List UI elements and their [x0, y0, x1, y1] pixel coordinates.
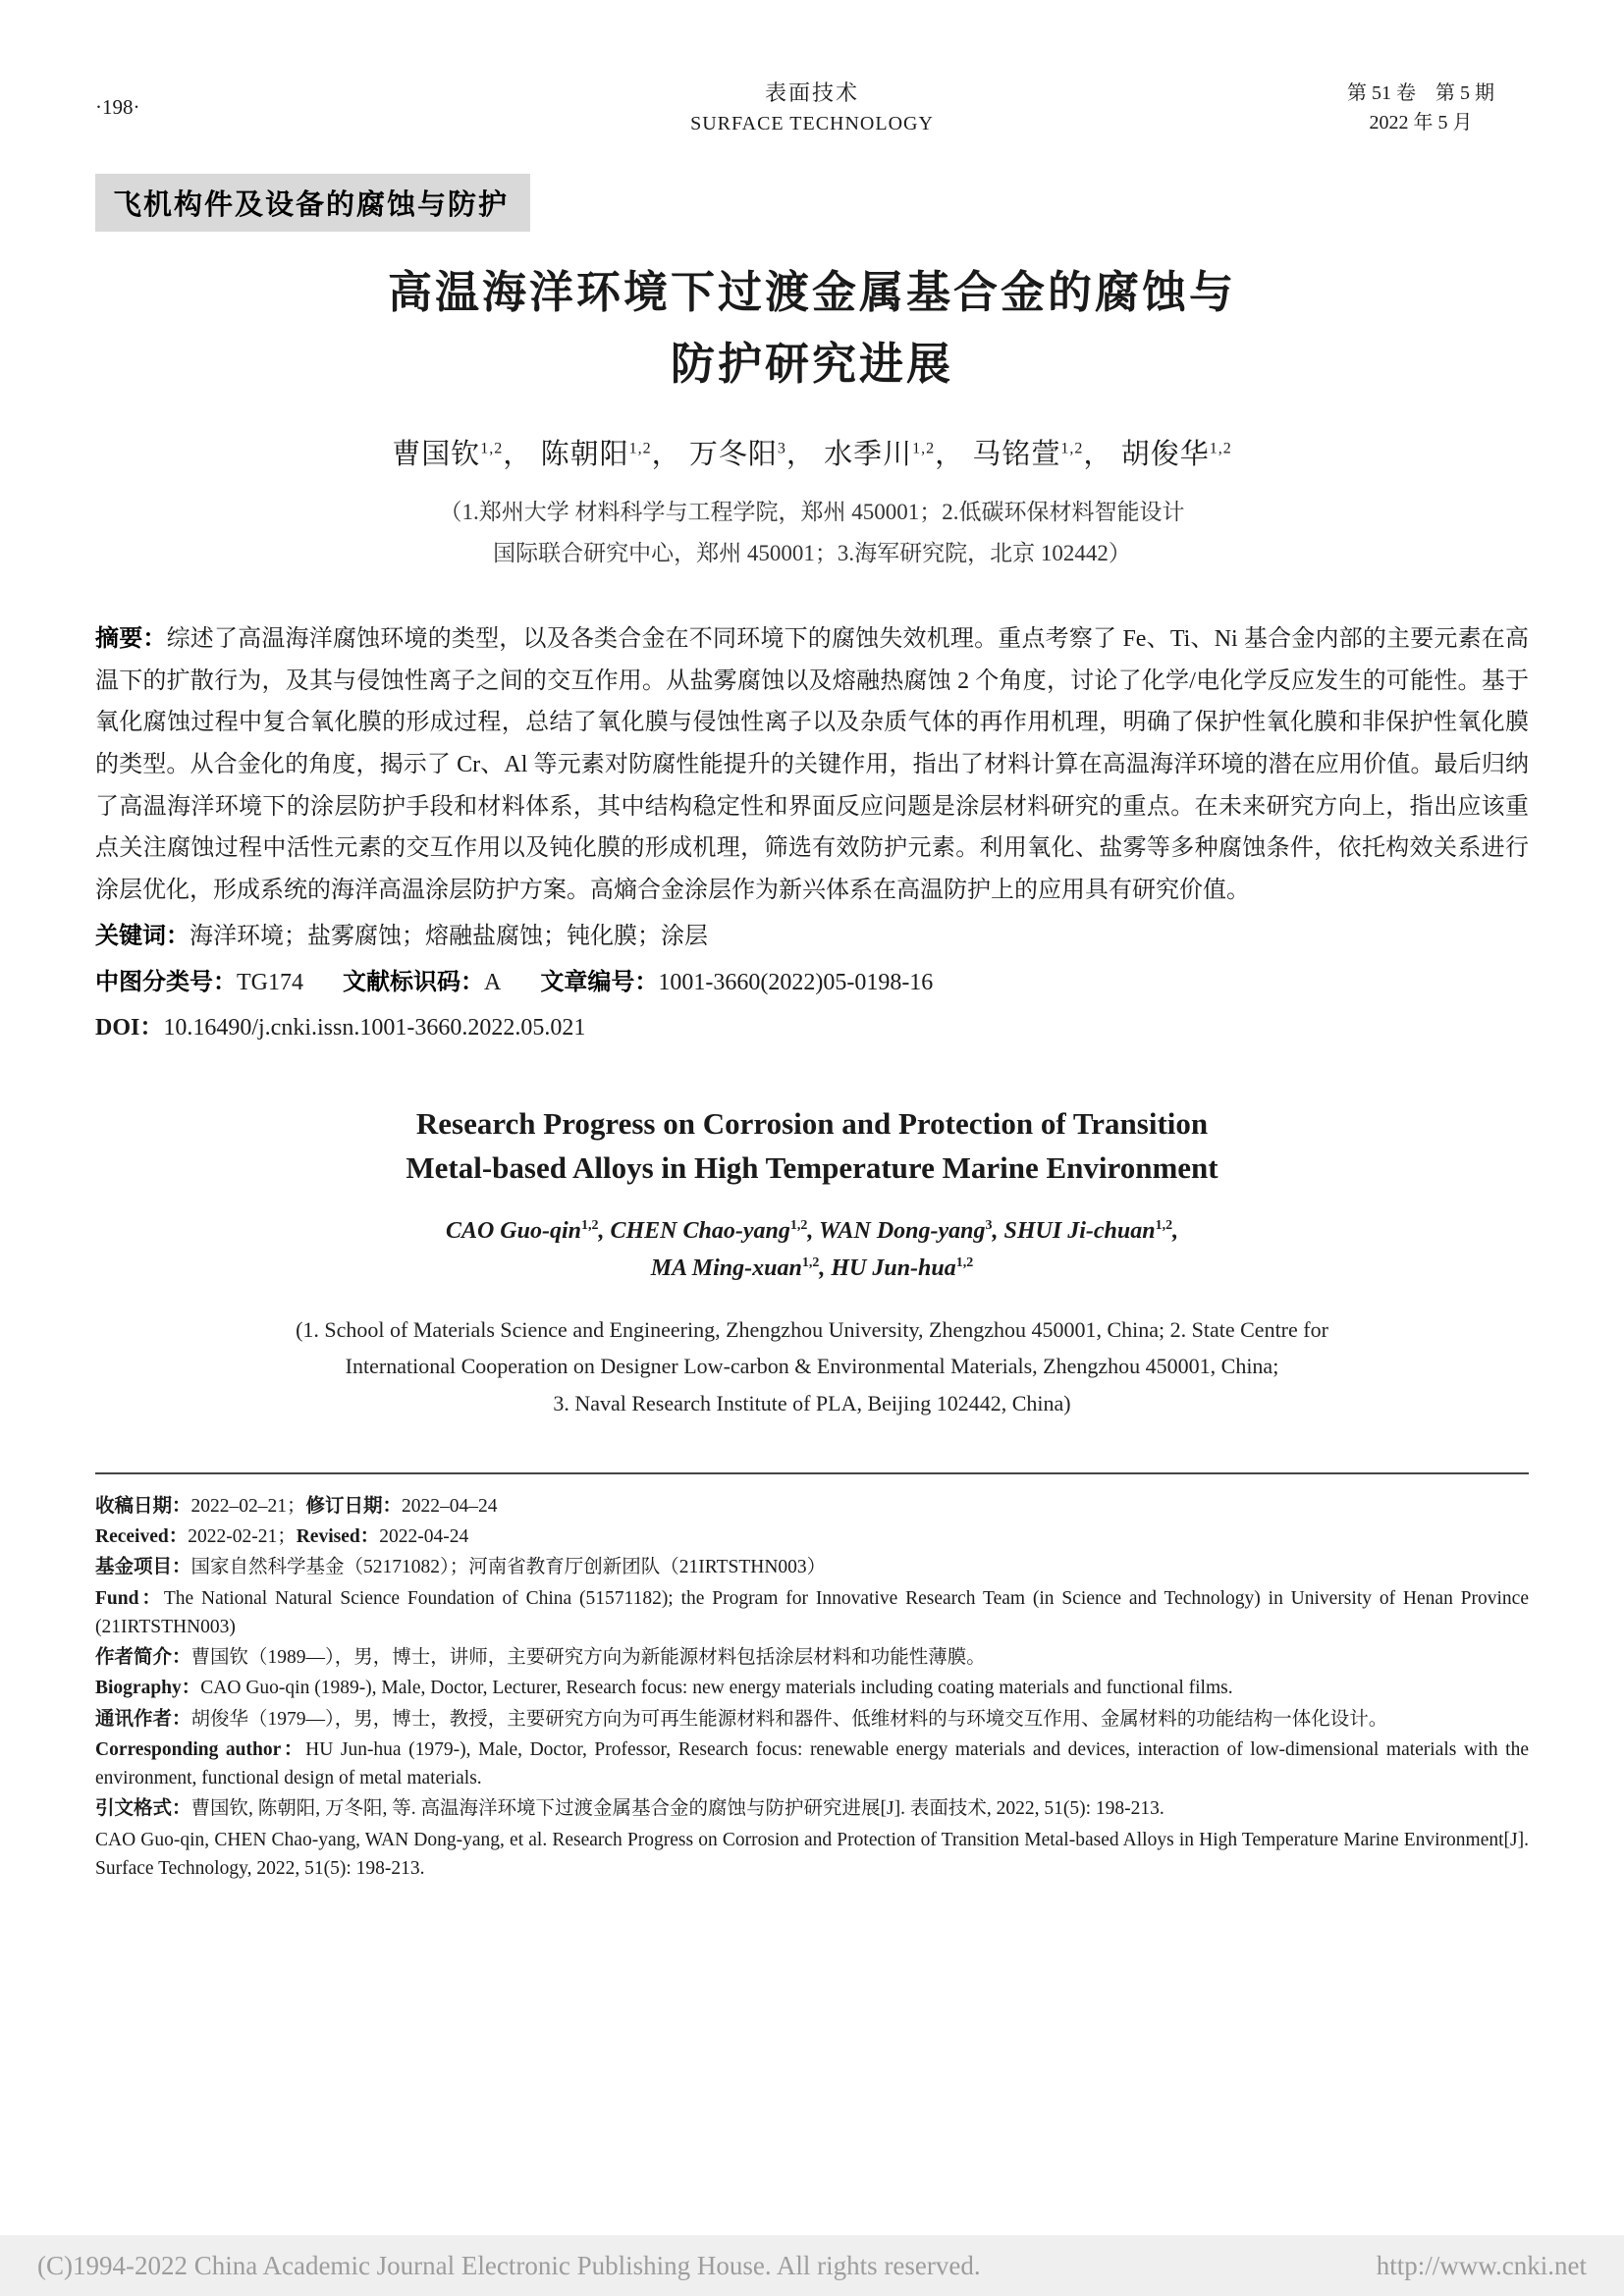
article-title-cn [95, 257, 1529, 400]
footnote-corresponding-en: Corresponding author：HU Jun-hua (1979-), Male, Doctor, Professor, Research focus: renewable energy materials and devices, interaction of low-dimensional materials with the environment, functional design of metal materials. [95, 1738, 1530, 1789]
article-id: 文章编号：1001-3660(2022)05-0198-16 [540, 968, 934, 995]
affiliations-en-line2: International Cooperation on Designer Low-carbon & Environmental Materials, Zhengzhou 450001, China; [345, 1354, 1279, 1379]
article-title-cn-line2: 防护研究进展 [670, 338, 953, 389]
footnote-citation-en: CAO Guo-qin, CHEN Chao-yang, WAN Dong-yang, et al. Research Progress on Corrosion and Protection of Transition Metal-based Alloys in High Temperature Marine Environment[J]. Surface Technology, 2022, 51(5): 198-213. [95, 1829, 1529, 1879]
footnote-biography-en: Biography：CAO Guo-qin (1989-), Male, Doctor, Lecturer, Research focus: new energy materials including coating materials and functional films. [95, 1678, 1233, 1699]
article-title-en-line1: Research Progress on Corrosion and Protection of Transition [415, 1106, 1209, 1142]
copyright-text: (C)1994-2022 China Academic Journal Electronic Publishing House. All rights reserved. [37, 2250, 981, 2280]
author-en: CHEN Chao-yang$^{1,2}$, [610, 1217, 819, 1244]
footnote-citation-cn: 引文格式：曹国钦, 陈朝阳, 万冬阳, 等. 高温海洋环境下过渡金属基合金的腐蚀与防护研究进展[J]. 表面技术, 2022, 51(5): 198-213. [95, 1797, 1164, 1820]
authors-en-line2 [95, 1250, 1529, 1287]
affiliations-en [95, 1311, 1529, 1421]
doi-label: DOI： [95, 1015, 164, 1041]
affiliations-cn-line1: （1.郑州大学 材料科学与工程学院，郑州 450001；2.低碳环保材料智能设计 [439, 499, 1185, 524]
authors-en-line1 [95, 1212, 1529, 1250]
author-en: HU Jun-hua$^{1,2}$ [831, 1255, 974, 1282]
footnote-biography-cn: 作者简介：曹国钦（1989—），男，博士，讲师，主要研究方向为新能源材料包括涂层材料和功能性薄膜。 [95, 1646, 986, 1669]
issue-date: 2022 年 5 月 [1369, 111, 1473, 133]
affiliations-cn-line2: 国际联合研究中心，郑州 450001；3.海军研究院，北京 102442） [493, 541, 1131, 566]
affiliations-en-line1: (1. School of Materials Science and Engineering, Zhengzhou University, Zhengzhou 450001, China; 2. State Centre for [296, 1316, 1328, 1342]
document-code: 文献标识码：A [343, 968, 502, 995]
copyright-bar [0, 2235, 1624, 2296]
affiliations-cn [95, 492, 1529, 575]
footnote-fund-cn: 基金项目：国家自然科学基金（52171082）；河南省教育厅创新团队（21IRTSTHN003） [95, 1556, 827, 1578]
article-title-cn-line1: 高温海洋环境下过渡金属基合金的腐蚀与 [387, 267, 1236, 317]
footnote-fund-en: Fund：The National Natural Science Foundation of China (51571182); the Program for Innovative Research Team (in Science and Technology) in University of Henan Province (21IRTSTHN003) [95, 1587, 1529, 1637]
abstract-text: 综述了高温海洋腐蚀环境的类型，以及各类合金在不同环境下的腐蚀失效机理。重点考察了 Fe、Ti、Ni 基合金内部的主要元素在高温下的扩散行为，及其与侵蚀性离子之间的交互作用。从盐雾腐蚀以及熔融热腐蚀 2 个角度，讨论了化学/电化学反应发生的可能性。基于氧化腐蚀过程中复合氧化膜的形成过程，总结了氧化膜与侵蚀性离子以及杂质气体的再作用机理，明确了保护性氧化膜和非保护性氧化膜的类型。从合金化的角度，揭示了 Cr、Al 等元素对防腐性能提升的关键作用，指出了材料计算在高温海洋环境的潜在应用价值。最后归纳了高温海洋环境下的涂层防护手段和材料体系，其中结构稳定性和界面反应问题是涂层材料研究的重点。在未来研究方向上，指出应该重点关注腐蚀过程中活性元素的交互作用以及钝化膜的形成机理，筛选有效防护元素。利用氧化、盐雾等多种腐蚀条件，依托构效关系进行涂层优化，形成系统的海洋高温涂层防护方案。高熵合金涂层作为新兴体系在高温防护上的应用具有研究价值。 [95, 625, 1529, 904]
volume-issue: 第 51 卷 第 5 期 [1347, 81, 1494, 104]
article-title-en [95, 1102, 1529, 1191]
keywords [95, 916, 1529, 958]
journal-header [95, 0, 1529, 138]
article-title-en-line2: Metal-based Alloys in High Temperature Marine Environment [406, 1150, 1218, 1185]
footnote-received-en: Received：2022-02-21；Revised：2022-04-24 [95, 1526, 469, 1548]
footnote-received-cn: 收稿日期：2022–02–21；修订日期：2022–04–24 [95, 1494, 498, 1517]
journal-title-cn: 表面技术 [764, 80, 859, 105]
author-cn: 曹国钦$^{1,2}$， [392, 438, 533, 470]
abstract [95, 618, 1529, 912]
authors-en [95, 1212, 1529, 1288]
author-en: WAN Dong-yang$^3$, [818, 1217, 1004, 1244]
keywords-label: 关键词： [95, 922, 189, 949]
author-affiliation-sup: 1,2 [1209, 440, 1232, 457]
author-en: CAO Guo-qin$^{1,2}$, [445, 1217, 611, 1244]
author-cn: 陈朝阳$^{1,2}$， [540, 438, 681, 470]
author-affiliation-sup: 1,2 [480, 440, 504, 457]
author-cn: 马铭萱$^{1,2}$， [972, 438, 1113, 470]
issue-info-block [1313, 79, 1529, 137]
author-en: SHUI Ji-chuan$^{1,2}$, [1003, 1217, 1179, 1244]
footnote-divider [95, 1472, 1529, 1474]
journal-title-en: SURFACE TECHNOLOGY [690, 113, 934, 134]
clc-number: 中图分类号：TG174 [95, 968, 303, 995]
section-banner: 飞机构件及设备的腐蚀与防护 [95, 174, 530, 232]
footnote-corresponding-cn: 通讯作者：胡俊华（1979—），男，博士，教授，主要研究方向为可再生能源材料和器件、低维材料的与环境交互作用、金属材料的功能结构一体化设计。 [95, 1707, 1388, 1730]
affiliations-en-line3: 3. Naval Research Institute of PLA, Beijing 102442, China) [553, 1390, 1071, 1415]
clc-line [95, 962, 1529, 1004]
authors-cn [95, 432, 1529, 472]
author-affiliation-sup: 3 [777, 440, 786, 457]
doi-line [95, 1007, 1529, 1049]
doi-value: 10.16490/j.cnki.issn.1001-3660.2022.05.021 [163, 1015, 586, 1041]
author-en: MA Ming-xuan$^{1,2}$, [650, 1255, 832, 1282]
footnotes [95, 1492, 1529, 1883]
author-affiliation-sup: 1,2 [1060, 440, 1084, 457]
author-affiliation-sup: 1,2 [628, 440, 652, 457]
page-number: ·198· [95, 95, 140, 119]
cnki-link[interactable]: http://www.cnki.net [1376, 2250, 1587, 2280]
author-affiliation-sup: 1,2 [912, 440, 936, 457]
author-cn: 万冬阳$^3$， [688, 438, 816, 470]
author-cn: 水季川$^{1,2}$， [824, 438, 965, 470]
abstract-label: 摘要： [95, 624, 167, 652]
abstract-block [95, 618, 1529, 1049]
journal-title-block [690, 77, 934, 138]
keywords-text: 海洋环境；盐雾腐蚀；熔融盐腐蚀；钝化膜；涂层 [189, 923, 708, 949]
author-cn: 胡俊华$^{1,2}$ [1120, 438, 1232, 470]
